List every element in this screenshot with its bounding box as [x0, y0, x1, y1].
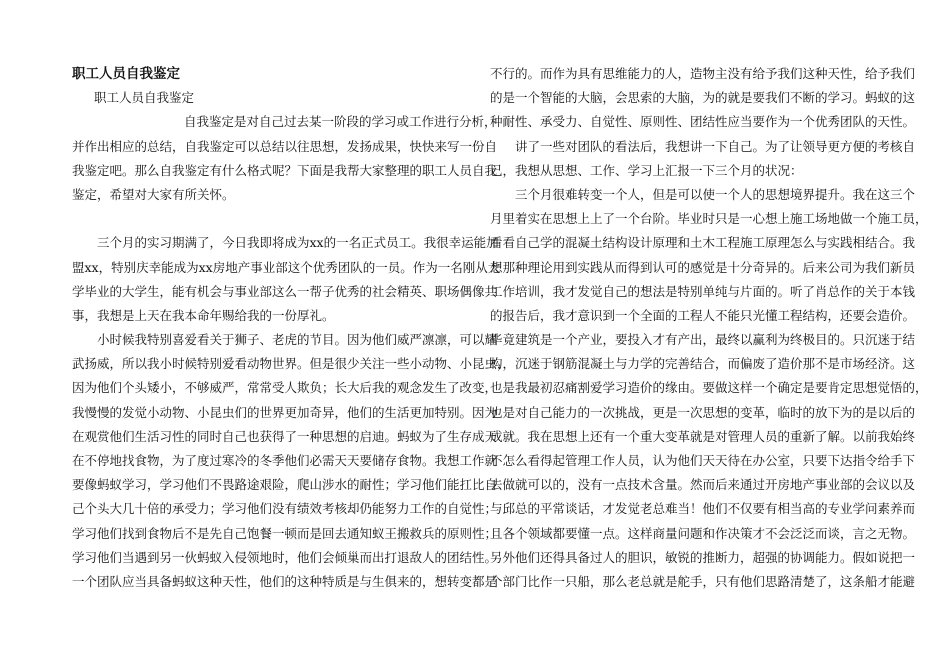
- text-line: 也是对自己能力的一次挑战，更是一次思想的变革，临时的放下为的是以后的: [490, 404, 916, 420]
- text-line: 构，沉迷于钢筋混凝土与力学的完善结合，而偏废了造价那不是市场经济。这: [490, 356, 916, 372]
- text-line: 想那种理论用到实践从而得到认可的感觉是十分奇异的。后来公司为我们新员: [490, 259, 916, 275]
- text-line: 鉴定，希望对大家有所关怀。: [72, 186, 235, 202]
- text-line: 不行的。而作为具有思维能力的人，造物主没有给予我们这种天性，给予我们: [490, 66, 916, 81]
- text-line: 另外他们还得具备过人的胆识，敏锐的推断力，超强的协调能力。假如说把一: [490, 549, 916, 565]
- text-line: 三个月很难转变一个人，但是可以使一个人的思想境界提升。我在这三个: [515, 186, 916, 202]
- text-line: 武扬威，所以我小时候特别爱看动物世界。但是很少关注一些小动物、小昆虫，: [72, 356, 510, 372]
- text-line: 事，我想是上天在我本命年赐给我的一份厚礼。: [72, 307, 335, 323]
- text-line: 三个月的实习期满了，今日我即将成为xx的一名正式员工。我很幸运能加: [97, 235, 499, 251]
- text-line: 要像蚂蚁学习，学习他们不畏路途艰险，爬山涉水的耐性；学习他们能扛比自: [72, 477, 498, 493]
- left-column: [72, 62, 510, 594]
- text-line: 讲了一些对团队的看法后，我想讲一下自己。为了让领导更方便的考核自: [515, 138, 916, 154]
- text-line: 的报告后，我才意识到一个全面的工程人不能只光懂工程结构，还要会造价。: [490, 307, 916, 323]
- text-line: 一个团队应当具备蚂蚁这种天性，他们的这种特质是与生俱来的，想转变都是: [72, 573, 498, 589]
- text-line: 且各个领域都要懂一点。这样商量问题和作决策才不会泛泛而谈，言之无物。: [490, 525, 916, 541]
- text-line: 学习他们当遇到另一伙蚂蚁入侵领地时，他们会倾巢而出打退敌人的团结性。: [72, 549, 498, 565]
- text-line: 因为他们个头矮小，不够威严，常常受人欺负；长大后我的观念发生了改变，: [72, 380, 498, 396]
- text-line: 小时候我特别喜爱看关于狮子、老虎的节目。因为他们威严凛凛，可以耀: [97, 332, 498, 348]
- text-line: 看看自己学的混凝土结构设计原理和土木工程施工原理怎么与实践相结合。我: [490, 235, 916, 251]
- text-line: 月里着实在思想上上了一个台阶。毕业时只是一心想上施工场地做一个施工员，: [490, 211, 928, 227]
- text-line: 去做就可以的，没有一点技术含量。然而后来通过开房地产事业部的会议以及: [490, 477, 916, 493]
- right-column: [490, 62, 928, 594]
- text-line: 工作培训，我才发觉自己的想法是特别单纯与片面的。听了肖总作的关于本钱: [490, 283, 916, 299]
- document-title: 职工人员自我鉴定: [72, 66, 180, 82]
- text-line: 我鉴定吧。那么自我鉴定有什么格式呢？下面是我帮大家整理的职工人员自我: [72, 162, 498, 178]
- text-line: 个部门比作一只船，那么老总就是舵手，只有他们思路清楚了，这条船才能避: [490, 573, 916, 589]
- text-line: 学毕业的大学生，能有机会与事业部这么一帮子优秀的社会精英、职场偶像共: [72, 283, 498, 299]
- text-line: 与邱总的平常谈话，才发觉老总难当！他们不仅要有相当高的专业学问素养而: [490, 501, 916, 517]
- text-line: 自我鉴定是对自己过去某一阶段的学习或工作进行分析，: [184, 114, 497, 130]
- text-line: 不怎么看得起管理工作人员，认为他们天天待在办公室，只要下达指令给手下: [490, 453, 916, 468]
- blank-line: [72, 207, 460, 231]
- text-line: 的是一个智能的大脑，会思索的大脑，为的就是要我们不断的学习。蚂蚁的这: [490, 90, 916, 106]
- text-line: 我慢慢的发觉小动物、小昆虫们的世界更加奇异，他们的生活更加特别。因为: [72, 404, 498, 420]
- text-line: 己个头大几十倍的承受力；学习他们没有绩效考核却仍能努力工作的自觉性；: [72, 501, 498, 517]
- text-line: 在不停地找食物，为了度过寒冷的冬季他们必需天天要储存食物。我想工作就: [72, 453, 498, 468]
- text-line: 毕竟建筑是一个产业，要投入才有产出，最终以赢利为终极目的。只沉迷于结: [490, 332, 916, 348]
- document-subtitle: 职工人员自我鉴定: [94, 90, 195, 106]
- text-line: 在观赏他们生活习性的同时自己也获得了一种思想的启迪。蚂蚁为了生存成天: [72, 428, 498, 444]
- text-line: 并作出相应的总结，自我鉴定可以总结以往思想，发扬成果，快快来写一份自: [72, 138, 498, 154]
- text-line: 也是我最初忍痛割爱学习造价的缘由。要做这样一个确定是要肯定思想觉悟的，: [490, 380, 928, 396]
- text-line: 种耐性、承受力、自觉性、原则性、团结性应当要作为一个优秀团队的天性。: [490, 114, 916, 130]
- text-line: 学习他们找到食物后不是先自己饱餐一顿而是回去通知蚁王搬救兵的原则性；: [72, 525, 498, 541]
- text-line: 己，我想从思想、工作、学习上汇报一下三个月的状况：: [490, 162, 803, 178]
- text-line: 成就。我在思想上还有一个重大变革就是对管理人员的重新了解。以前我始终: [490, 428, 916, 444]
- text-line: 盟xx，特别庆幸能成为xx房地产事业部这个优秀团队的一员。作为一名刚从大: [72, 259, 501, 275]
